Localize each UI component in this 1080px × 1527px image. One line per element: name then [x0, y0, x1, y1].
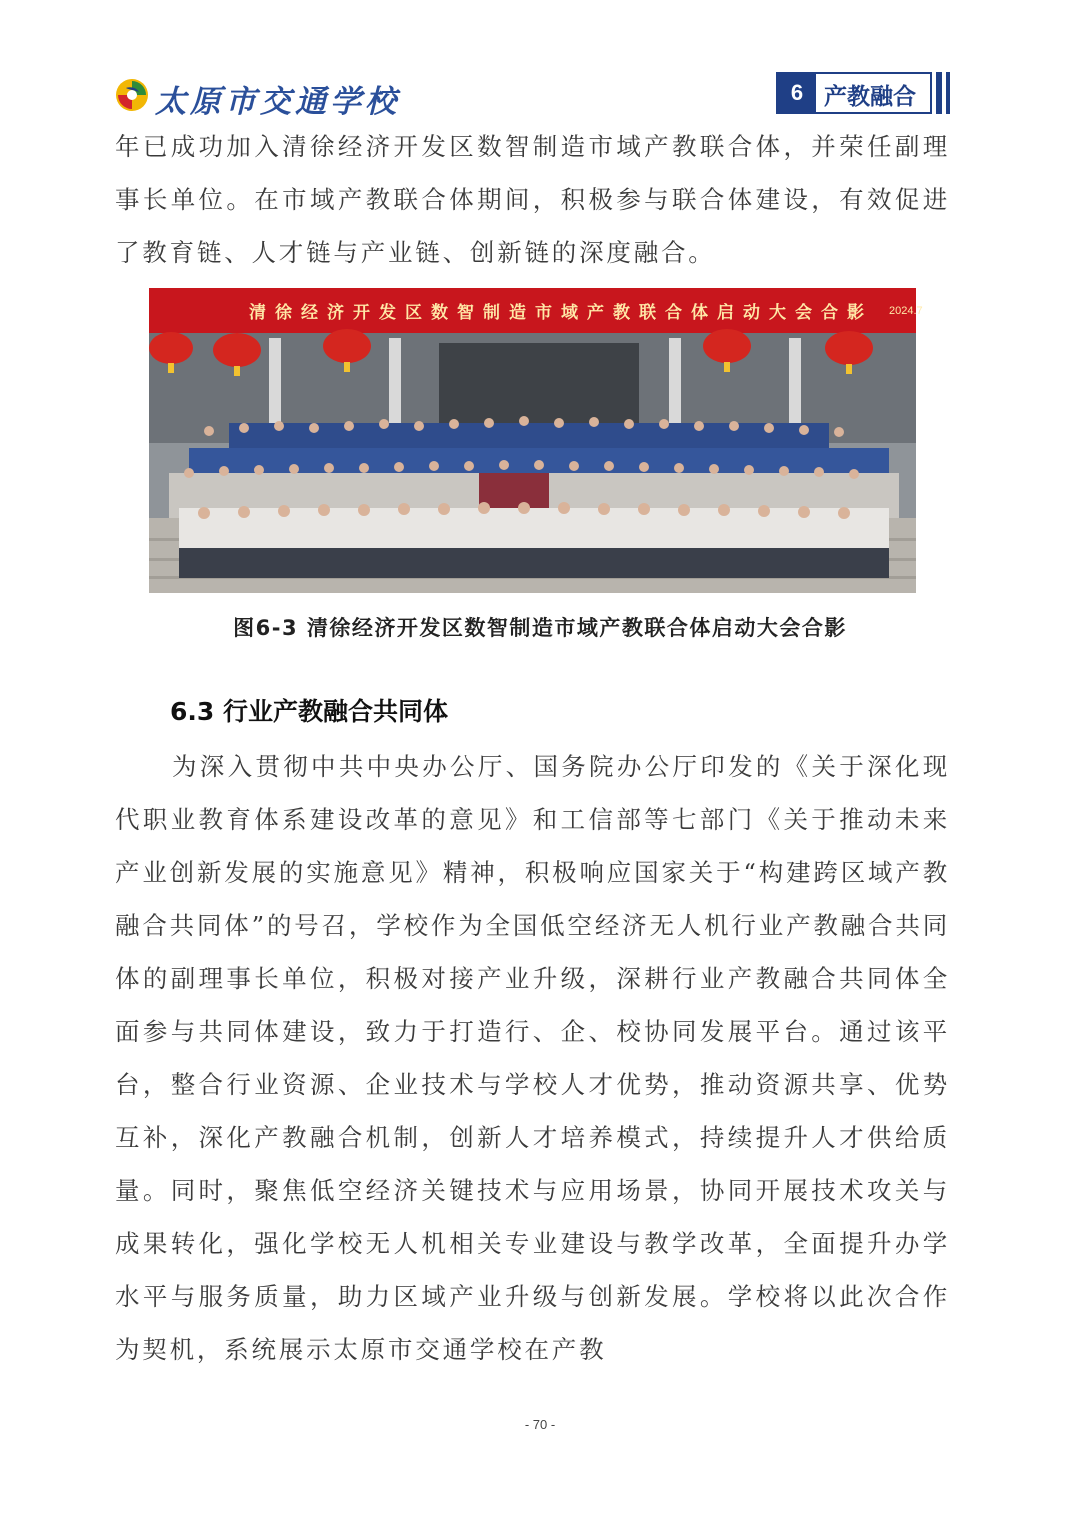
school-logo-icon — [115, 78, 149, 112]
group-photo-scene — [149, 288, 916, 593]
school-name: 太原市交通学校 — [155, 84, 400, 120]
chapter-number: 6 — [778, 74, 816, 112]
chapter-tab-bar — [936, 72, 942, 114]
chapter-title: 产教融合 — [824, 84, 916, 110]
group-photo — [149, 288, 923, 593]
chapter-tab-bar — [946, 72, 950, 114]
banner-date: 2024.7 — [889, 304, 923, 317]
page-number: - 70 - — [524, 1417, 556, 1432]
section-heading: 6.3 行业产教融合共同体 — [170, 697, 448, 726]
figure-caption: 图6-3 清徐经济开发区数智制造市域产教联合体启动大会合影 — [233, 616, 847, 640]
page-header — [0, 0, 1080, 130]
body-paragraph: 为深入贯彻中共中央办公厅、国务院办公厅印发的《关于深化现代职业教育体系建设改革的意见》和工信部等七部门《关于推动未来产业创新发展的实施意见》精神，积极响应国家关于“构建跨区域产教融合共同体”的号召，学校作为全国低空经济无人机行业产教融合共同体的副理事长单位，积极对接产业升级，深耕行业产教融合共同体全面参与共同体建设，致力于打造行、企、校协同发展平台。通过该平台，整合行业资源、企业技术与学校人才优势，推动资源共享、优势互补，深化产教融合机制，创新人才培养模式，持续提升人才供给质量。同时，聚焦低空经济关键技术与应用场景，协同开展技术攻关与成果转化，强化学校无人机相关专业建设与教学改革，全面提升办学水平与服务质量，助力区域产业升级与创新发展。学校将以此次合作为契机，系统展示太原市交通学校在产教 — [115, 752, 950, 1364]
banner-text: 清徐经济开发区数智制造市域产教联合体启动大会合影 — [249, 303, 873, 323]
chapter-tab — [776, 72, 932, 114]
body-paragraph: 年已成功加入清徐经济开发区数智制造市域产教联合体，并荣任副理事长单位。在市域产教联合体期间，积极参与联合体建设，有效促进了教育链、人才链与产业链、创新链的深度融合。 — [115, 132, 950, 267]
